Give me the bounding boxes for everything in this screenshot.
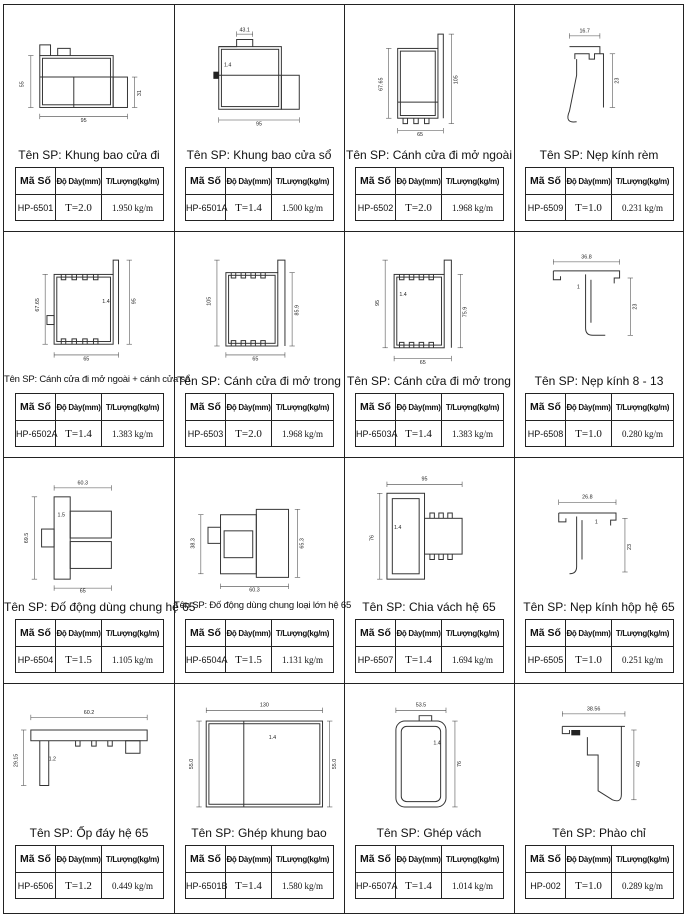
spec-table [15, 167, 164, 221]
product-title: Tên SP: Cánh cửa đi mở trong [177, 374, 341, 388]
product-code: HP-6502A [16, 421, 56, 447]
spec-table [525, 845, 674, 899]
thickness-header: Độ Dày(mm) [226, 394, 272, 421]
profile-drawing [514, 5, 684, 150]
dimension-label: 1.5 [57, 512, 65, 519]
dimension-label: 76 [369, 535, 376, 541]
code-header: Mã Số [16, 620, 56, 647]
dimension-label: 38.56 [586, 706, 601, 713]
product-weight: 1.968 kg/m [272, 421, 334, 447]
code-header: Mã Số [16, 168, 56, 195]
product-weight: 0.449 kg/m [102, 873, 164, 899]
product-thickness: T=1.4 [226, 195, 272, 221]
profile-drawing [4, 457, 174, 602]
product-code: HP-6506 [16, 873, 56, 899]
dimension-label: 95 [421, 476, 428, 483]
dimension-label: 60.2 [83, 709, 95, 716]
thickness-header: Độ Dày(mm) [56, 394, 102, 421]
product-code: HP-002 [526, 873, 566, 899]
spec-table [355, 167, 504, 221]
dimension-label: 130 [259, 702, 269, 709]
dimension-label: 105 [453, 75, 460, 85]
product-cell [174, 683, 344, 909]
profile-drawing [4, 231, 174, 376]
profile-drawing [174, 457, 344, 602]
product-title: Tên SP: Ốp đáy hệ 65 [29, 826, 149, 840]
product-code: HP-6504A [186, 647, 226, 673]
product-weight: 1.383 kg/m [442, 421, 504, 447]
product-thickness: T=2.0 [226, 421, 272, 447]
product-weight: 1.014 kg/m [442, 873, 504, 899]
product-cell [174, 5, 344, 231]
profile-drawing [514, 457, 684, 602]
thickness-header: Độ Dày(mm) [566, 394, 612, 421]
dimension-label: 1.4 [223, 62, 232, 69]
product-code: HP-6501A [186, 195, 226, 221]
product-thickness: T=2.0 [396, 195, 442, 221]
dimension-label: 65.3 [299, 538, 306, 549]
profile-drawing [174, 5, 344, 150]
thickness-header: Độ Dày(mm) [226, 620, 272, 647]
product-title: Tên SP: Khung bao cửa sổ [186, 148, 332, 162]
code-header: Mã Số [356, 846, 396, 873]
product-title: Tên SP: Ghép vách [376, 826, 482, 840]
thickness-header: Độ Dày(mm) [396, 394, 442, 421]
thickness-header: Độ Dày(mm) [226, 846, 272, 873]
weight-header: T/Lượng(kg/m) [102, 846, 164, 873]
spec-table [185, 619, 334, 673]
thickness-header: Độ Dày(mm) [56, 620, 102, 647]
product-cell [514, 683, 684, 909]
product-cell [514, 5, 684, 231]
dimension-label: 65 [419, 359, 426, 366]
thickness-header: Độ Dày(mm) [56, 846, 102, 873]
product-code: HP-6508 [526, 421, 566, 447]
dimension-label: 69.5 [24, 532, 31, 544]
weight-header: T/Lượng(kg/m) [102, 394, 164, 421]
weight-header: T/Lượng(kg/m) [272, 168, 334, 195]
code-header: Mã Số [186, 394, 226, 421]
spec-table [185, 845, 334, 899]
dimension-label: 60.3 [77, 480, 88, 487]
product-thickness: T=1.0 [566, 195, 612, 221]
dimension-label: 36.8 [581, 254, 592, 261]
dimension-label: 23 [614, 77, 621, 84]
product-thickness: T=1.0 [566, 873, 612, 899]
product-weight: 1.500 kg/m [272, 195, 334, 221]
weight-header: T/Lượng(kg/m) [272, 394, 334, 421]
code-header: Mã Số [356, 394, 396, 421]
dimension-label: 38.3 [190, 538, 197, 549]
product-title: Tên SP: Nẹp kính 8 - 13 [534, 374, 664, 388]
product-thickness: T=1.5 [226, 647, 272, 673]
product-cell [4, 5, 174, 231]
code-header: Mã Số [16, 846, 56, 873]
spec-table [525, 619, 674, 673]
thickness-header: Độ Dày(mm) [56, 168, 102, 195]
code-header: Mã Số [16, 394, 56, 421]
spec-table [15, 619, 164, 673]
dimension-label: 76 [457, 761, 464, 767]
spec-table [355, 845, 504, 899]
weight-header: T/Lượng(kg/m) [272, 846, 334, 873]
thickness-header: Độ Dày(mm) [396, 168, 442, 195]
product-weight: 1.383 kg/m [102, 421, 164, 447]
product-thickness: T=1.4 [226, 873, 272, 899]
weight-header: T/Lượng(kg/m) [272, 620, 334, 647]
product-weight: 1.131 kg/m [272, 647, 334, 673]
product-cell [4, 231, 191, 457]
product-thickness: T=1.2 [56, 873, 102, 899]
product-cell [344, 231, 514, 457]
product-cell [174, 231, 344, 457]
spec-table [185, 393, 334, 447]
dimension-label: 55.0 [331, 758, 338, 770]
dimension-label: 1.4 [102, 299, 110, 306]
profile-drawing [344, 5, 514, 150]
dimension-label: 75.9 [462, 306, 469, 318]
dimension-label: 1.4 [433, 740, 441, 747]
dimension-label: 95 [374, 300, 381, 307]
dimension-label: 16.7 [579, 28, 590, 35]
code-header: Mã Số [526, 846, 566, 873]
product-thickness: T=1.5 [56, 647, 102, 673]
product-title: Tên SP: Nẹp kính rèm [539, 148, 659, 162]
weight-header: T/Lượng(kg/m) [612, 846, 674, 873]
weight-header: T/Lượng(kg/m) [102, 168, 164, 195]
product-cell [514, 457, 684, 683]
product-code: HP-6504 [16, 647, 56, 673]
code-header: Mã Số [356, 620, 396, 647]
product-weight: 1.968 kg/m [442, 195, 504, 221]
product-weight: 1.694 kg/m [442, 647, 504, 673]
product-cell [344, 5, 514, 231]
weight-header: T/Lượng(kg/m) [442, 620, 504, 647]
weight-header: T/Lượng(kg/m) [612, 620, 674, 647]
profile-drawing [174, 231, 344, 376]
product-thickness: T=1.4 [396, 421, 442, 447]
product-title: Tên SP: Ghép khung bao [191, 826, 327, 840]
code-header: Mã Số [526, 394, 566, 421]
dimension-label: 65 [83, 356, 90, 363]
code-header: Mã Số [186, 846, 226, 873]
profile-drawing [514, 231, 684, 376]
dimension-label: 40 [636, 761, 643, 767]
product-weight: 1.950 kg/m [102, 195, 164, 221]
product-code: HP-6502 [356, 195, 396, 221]
weight-header: T/Lượng(kg/m) [442, 846, 504, 873]
profile-drawing [344, 457, 514, 602]
dimension-label: 65 [79, 588, 86, 595]
thickness-header: Độ Dày(mm) [566, 620, 612, 647]
dimension-label: 31 [136, 90, 143, 97]
product-title: Tên SP: Đố động dùng chung hệ 65 [4, 600, 196, 614]
dimension-label: 23 [627, 543, 634, 550]
dimension-label: 1.2 [48, 756, 57, 763]
profile-drawing [514, 683, 684, 828]
thickness-header: Độ Dày(mm) [566, 168, 612, 195]
product-cell [174, 457, 352, 683]
code-header: Mã Số [186, 168, 226, 195]
thickness-header: Độ Dày(mm) [396, 846, 442, 873]
dimension-label: 43.1 [239, 27, 250, 34]
product-thickness: T=1.4 [396, 647, 442, 673]
product-code: HP-6501B [186, 873, 226, 899]
product-title: Tên SP: Đố động dùng chung loại lớn hệ 65 [174, 600, 352, 611]
code-header: Mã Số [526, 620, 566, 647]
product-code: HP-6505 [526, 647, 566, 673]
product-title: Tên SP: Phào chỉ [552, 826, 646, 840]
product-title: Tên SP: Khung bao cửa đi [18, 148, 160, 162]
thickness-header: Độ Dày(mm) [226, 168, 272, 195]
dimension-label: 26.8 [582, 494, 593, 501]
dimension-label: 60.3 [249, 587, 260, 594]
weight-header: T/Lượng(kg/m) [442, 168, 504, 195]
product-code: HP-6501 [16, 195, 56, 221]
dimension-label: 55.0 [188, 758, 195, 770]
product-code: HP-6503 [186, 421, 226, 447]
weight-header: T/Lượng(kg/m) [612, 394, 674, 421]
dimension-label: 53.5 [415, 702, 427, 709]
spec-table [525, 393, 674, 447]
spec-table [185, 167, 334, 221]
dimension-label: 67.65 [378, 77, 385, 91]
product-title: Tên SP: Cánh cửa đi mở ngoài [346, 148, 512, 162]
spec-table [15, 393, 164, 447]
product-code: HP-6507 [356, 647, 396, 673]
code-header: Mã Số [186, 620, 226, 647]
product-weight: 0.289 kg/m [612, 873, 674, 899]
dimension-label: 95 [80, 117, 87, 124]
dimension-label: 65 [252, 356, 259, 363]
dimension-label: 95 [131, 298, 138, 305]
profile-drawing [344, 231, 514, 376]
weight-header: T/Lượng(kg/m) [102, 620, 164, 647]
dimension-label: 55 [19, 81, 26, 88]
product-thickness: T=1.0 [566, 647, 612, 673]
spec-table [525, 167, 674, 221]
product-code: HP-6503A [356, 421, 396, 447]
product-cell [514, 231, 684, 457]
product-title: Tên SP: Cánh cửa đi mở trong [347, 374, 511, 388]
spec-table [355, 393, 504, 447]
dimension-label: 1.4 [268, 734, 277, 741]
product-cell [4, 683, 174, 909]
profile-drawing [344, 683, 514, 828]
product-cell [344, 683, 514, 909]
product-weight: 1.580 kg/m [272, 873, 334, 899]
code-header: Mã Số [526, 168, 566, 195]
product-weight: 0.231 kg/m [612, 195, 674, 221]
product-title: Tên SP: Chia vách hệ 65 [362, 600, 496, 614]
dimension-label: 1.4 [393, 525, 402, 532]
profile-drawing [4, 683, 174, 828]
product-weight: 0.251 kg/m [612, 647, 674, 673]
product-thickness: T=1.0 [566, 421, 612, 447]
product-thickness: T=1.4 [396, 873, 442, 899]
weight-header: T/Lượng(kg/m) [612, 168, 674, 195]
product-code: HP-6507A [356, 873, 396, 899]
thickness-header: Độ Dày(mm) [396, 620, 442, 647]
product-thickness: T=1.4 [56, 421, 102, 447]
dimension-label: 67.65 [34, 298, 41, 312]
product-title: Tên SP: Cánh cửa đi mở ngoài + cánh cửa sổ [4, 374, 191, 385]
dimension-label: 85.9 [294, 304, 301, 316]
spec-table [15, 845, 164, 899]
product-thickness: T=2.0 [56, 195, 102, 221]
dimension-label: 1.4 [399, 291, 407, 298]
dimension-label: 29.15 [13, 753, 20, 768]
profile-drawing [4, 5, 174, 150]
weight-header: T/Lượng(kg/m) [442, 394, 504, 421]
dimension-label: 1 [594, 519, 598, 526]
thickness-header: Độ Dày(mm) [566, 846, 612, 873]
product-weight: 1.105 kg/m [102, 647, 164, 673]
product-weight: 0.280 kg/m [612, 421, 674, 447]
dimension-label: 105 [206, 296, 213, 306]
product-code: HP-6509 [526, 195, 566, 221]
dimension-label: 23 [632, 303, 639, 310]
dimension-label: 95 [256, 121, 262, 128]
spec-table [355, 619, 504, 673]
product-cell [344, 457, 514, 683]
product-title: Tên SP: Nẹp kính hộp hệ 65 [523, 600, 675, 614]
dimension-label: 65 [417, 132, 424, 139]
profile-drawing [174, 683, 344, 828]
code-header: Mã Số [356, 168, 396, 195]
dimension-label: 1 [576, 284, 580, 291]
